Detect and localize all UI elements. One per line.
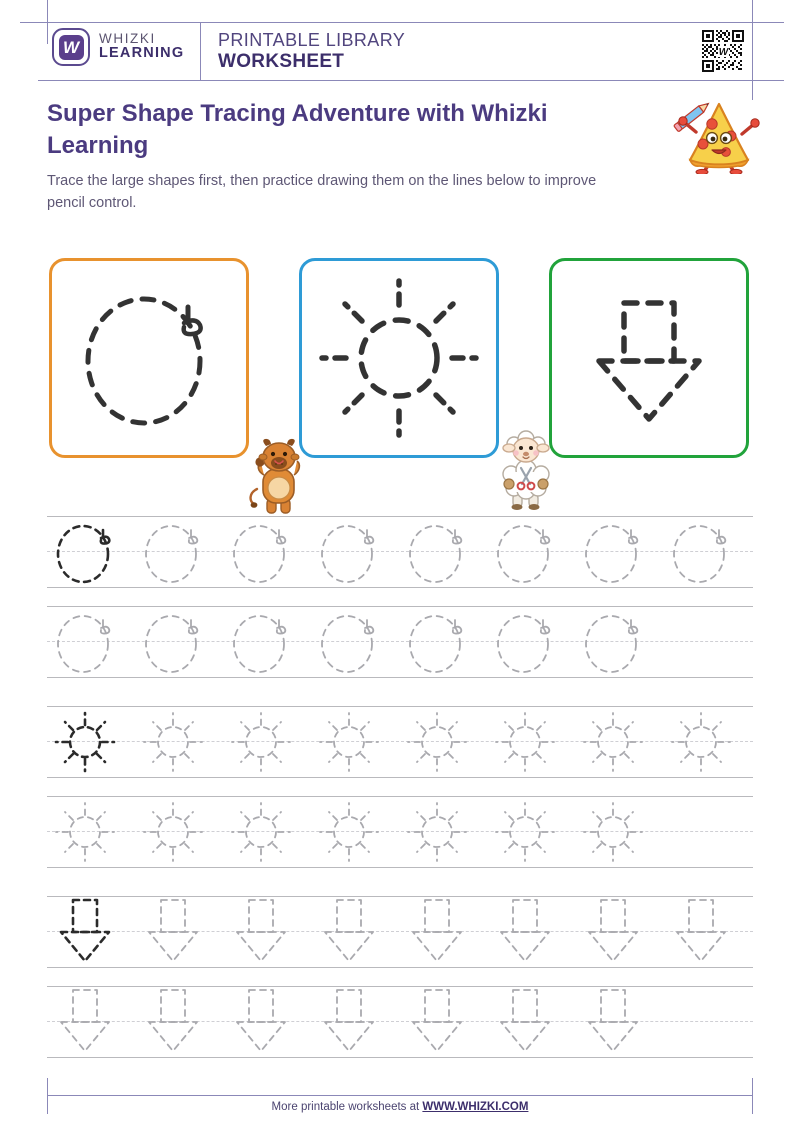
logo-letter: W (59, 35, 84, 60)
tracing-glyph-circle (399, 516, 487, 588)
tracing-glyph-circle (47, 606, 135, 678)
tracing-glyph-sun (223, 796, 311, 868)
brand-name-line2: LEARNING (99, 45, 185, 62)
tracing-glyph-sun (399, 706, 487, 778)
tracing-glyph-arrow-down (135, 986, 223, 1058)
header-divider (200, 22, 201, 80)
practice-row-arrow-1 (47, 896, 753, 968)
tracing-glyph-sun (223, 706, 311, 778)
tracing-glyph-circle (575, 516, 663, 588)
header-eyebrow: PRINTABLE LIBRARY (218, 30, 406, 50)
sun-tracing-box[interactable] (299, 258, 499, 458)
page-title: Super Shape Tracing Adventure with Whizki Learning (47, 100, 548, 159)
tracing-glyph-arrow-down (223, 986, 311, 1058)
tracing-glyph-arrow-down (399, 896, 487, 968)
tracing-glyph-circle (223, 606, 311, 678)
tracing-glyph-arrow-down (47, 896, 135, 968)
tracing-glyph-sun (487, 796, 575, 868)
brand-name-line1: WHIZKI (99, 31, 156, 47)
footer-note (0, 1101, 800, 1113)
footer-website-link[interactable]: WWW.WHIZKI.COM (422, 1101, 529, 1113)
tracing-glyph-circle (135, 606, 223, 678)
tracing-glyph-circle (311, 606, 399, 678)
sheep-mascot-with-scissors (497, 428, 555, 510)
tracing-glyph-circle (135, 516, 223, 588)
tracing-glyph-sun (311, 706, 399, 778)
tracing-glyph-circle (487, 516, 575, 588)
header-doc-type: WORKSHEET (218, 51, 345, 73)
practice-row-circle-1 (47, 516, 753, 588)
tracing-glyph-sun (47, 796, 135, 868)
tracing-glyph-arrow-down (487, 896, 575, 968)
cow-mascot (247, 437, 309, 515)
svg-text:W: W (718, 47, 729, 58)
arrow-tracing-box[interactable] (549, 258, 749, 458)
tracing-glyph-arrow-down (223, 896, 311, 968)
footer-prefix: More printable worksheets at (271, 1101, 423, 1113)
tracing-glyph-circle (47, 516, 135, 588)
tracing-glyph-sun (487, 706, 575, 778)
tracing-glyph-circle (311, 516, 399, 588)
tracing-glyph-sun (311, 796, 399, 868)
header-title-group (218, 30, 405, 74)
tracing-glyph-sun (135, 706, 223, 778)
tracing-glyph-arrow-down (311, 986, 399, 1058)
worksheet-header (38, 22, 762, 80)
brand-logo[interactable] (52, 28, 184, 66)
circle-tracing-box[interactable] (49, 258, 249, 458)
practice-row-sun-1 (47, 706, 753, 778)
tracing-glyph-circle (487, 606, 575, 678)
tracing-glyph-arrow-down (311, 896, 399, 968)
tracing-glyph-arrow-down (663, 896, 751, 968)
tracing-glyph-sun (663, 706, 751, 778)
tracing-glyph-sun (47, 706, 135, 778)
tracing-glyph-circle (575, 606, 663, 678)
header-top-rule (38, 22, 762, 23)
tracing-glyph-sun (575, 706, 663, 778)
tracing-glyph-sun (575, 796, 663, 868)
page-subtitle: Trace the large shapes first, then practice drawing them on the lines below to improve pencil control. (47, 173, 597, 212)
whizki-w-logo-icon (52, 28, 90, 66)
tracing-glyph-arrow-down (487, 986, 575, 1058)
brand-wordmark (99, 32, 184, 61)
tracing-glyph-sun (135, 796, 223, 868)
tracing-glyph-arrow-down (575, 986, 663, 1058)
tracing-glyph-circle (399, 606, 487, 678)
qr-code-icon[interactable] (700, 28, 746, 74)
tracing-glyph-arrow-down (135, 896, 223, 968)
header-bottom-rule (38, 80, 762, 81)
practice-row-arrow-2 (47, 986, 753, 1058)
tracing-glyph-arrow-down (575, 896, 663, 968)
practice-row-circle-2 (47, 606, 753, 678)
tracing-glyph-circle (223, 516, 311, 588)
footer-divider (47, 1095, 753, 1096)
pizza-mascot-with-pencil (668, 96, 772, 174)
tracing-glyph-arrow-down (399, 986, 487, 1058)
tracing-glyph-arrow-down (47, 986, 135, 1058)
practice-row-sun-2 (47, 796, 753, 868)
tracing-glyph-sun (399, 796, 487, 868)
tracing-glyph-circle (663, 516, 751, 588)
